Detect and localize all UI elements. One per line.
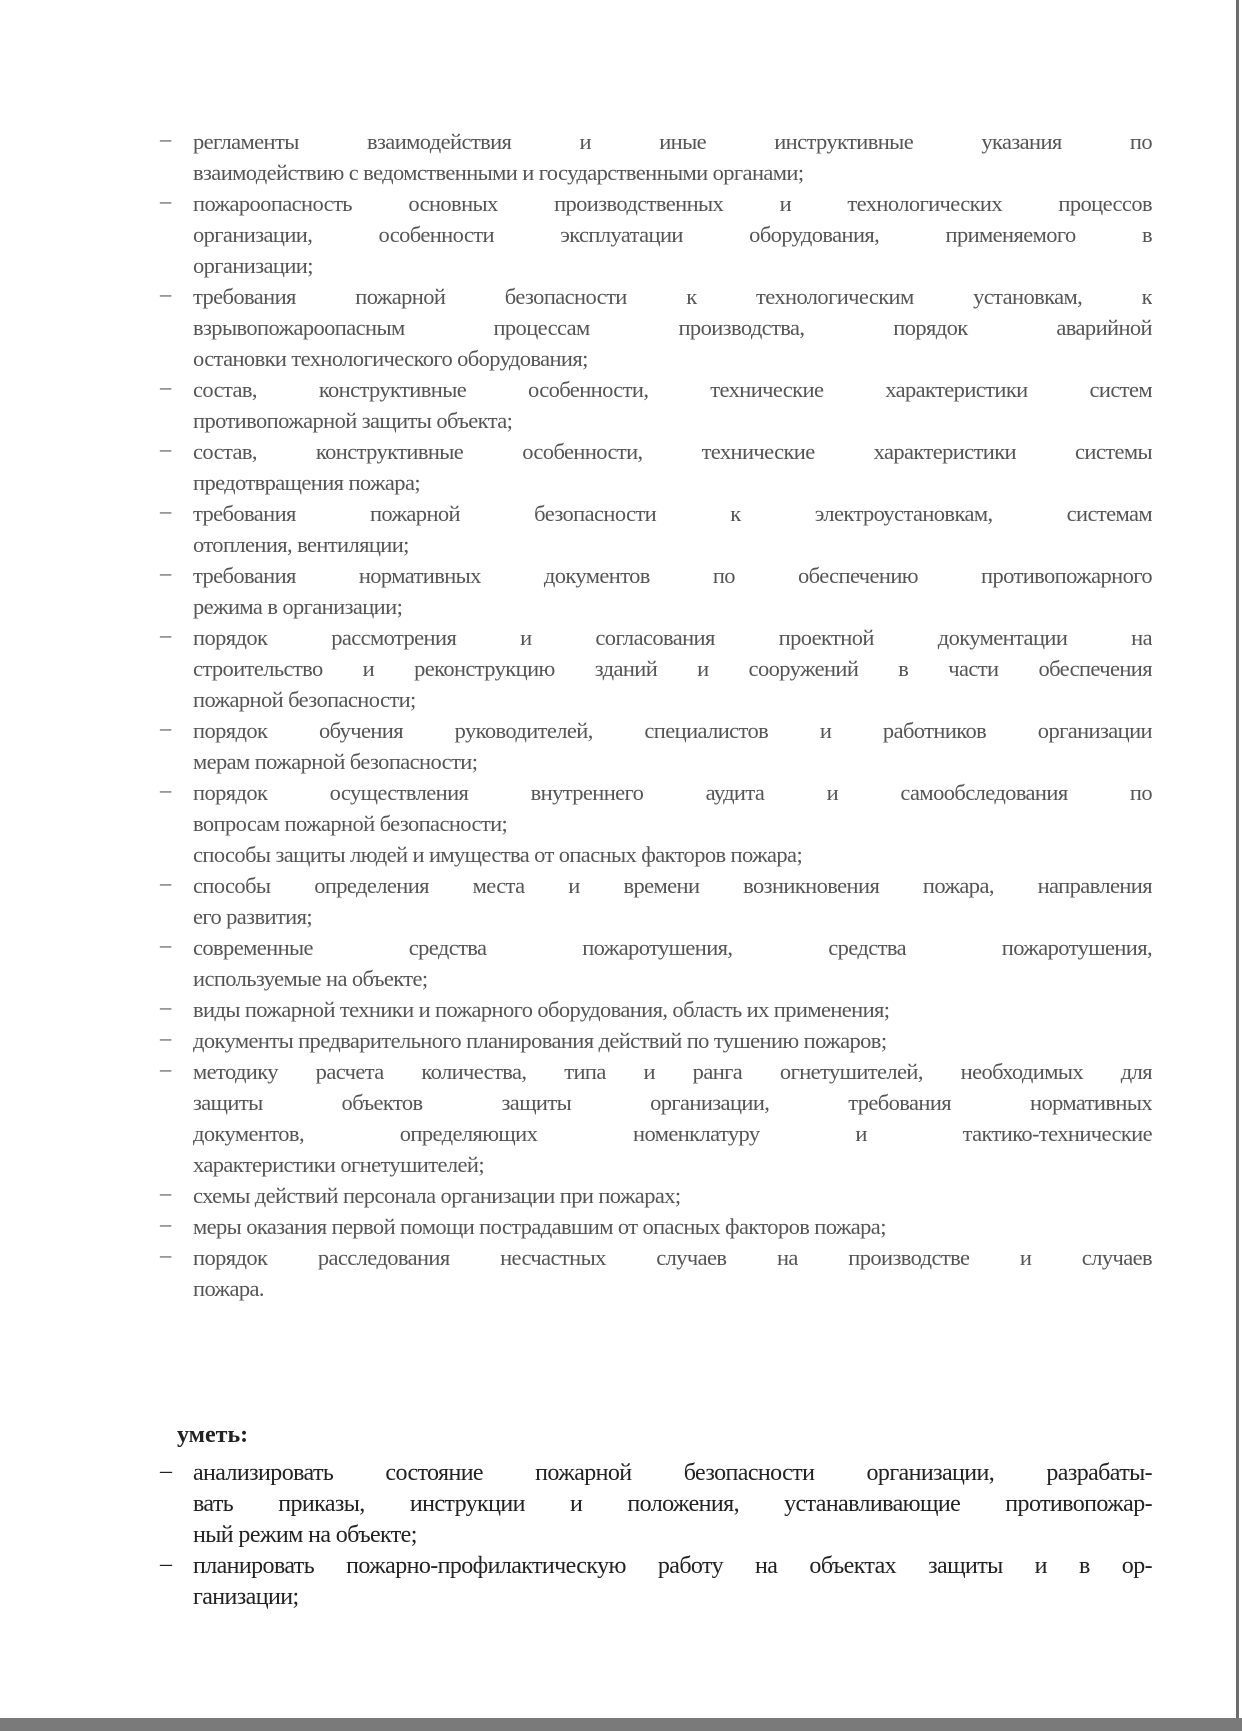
- list-item: [160, 1458, 1152, 1551]
- text-line: состав, конструктивные особенности, технические характеристики систем: [193, 377, 1152, 402]
- text-line: порядок рассмотрения и согласования проектной документации на: [193, 625, 1152, 650]
- list-item: [160, 1211, 1152, 1242]
- text-line: отопления, вентиляции;: [193, 532, 409, 557]
- text-line: мерам пожарной безопасности;: [193, 749, 478, 774]
- scan-right-edge: [1236, 0, 1239, 1718]
- list-item: [160, 622, 1152, 715]
- dash-bullet: –: [160, 1211, 171, 1236]
- text-line: виды пожарной техники и пожарного оборудования, область их применения;: [193, 997, 890, 1022]
- text-line: состав, конструктивные особенности, технические характеристики системы: [193, 439, 1152, 464]
- text-line: требования пожарной безопасности к технологическим установкам, к: [193, 284, 1152, 309]
- dash-bullet: –: [160, 498, 171, 523]
- text-line: характеристики огнетушителей;: [193, 1152, 484, 1177]
- text-line: предотвращения пожара;: [193, 470, 420, 495]
- list-item: [160, 1025, 1152, 1056]
- dash-bullet: –: [160, 715, 171, 740]
- text-line: регламенты взаимодействия и иные инструктивные указания по: [193, 129, 1152, 154]
- list-item: [160, 1551, 1152, 1613]
- dash-bullet: –: [160, 1025, 171, 1050]
- text-line: схемы действий персонала организации при пожарах;: [193, 1183, 681, 1208]
- list-item: [160, 281, 1152, 374]
- text-line: современные средства пожаротушения, средства пожаротушения,: [193, 935, 1152, 960]
- dash-bullet: –: [160, 777, 171, 802]
- text-line: строительство и реконструкцию зданий и сооружений в части обеспечения: [193, 656, 1152, 681]
- text-line: режима в организации;: [193, 594, 403, 619]
- text-line: вопросам пожарной безопасности;: [193, 811, 508, 836]
- text-line: способы определения места и времени возникновения пожара, направления: [193, 873, 1152, 898]
- text-line: документы предварительного планирования действий по тушению пожаров;: [193, 1028, 887, 1053]
- list-item: [160, 1242, 1152, 1304]
- text-line: порядок расследования несчастных случаев на производстве и случаев: [193, 1245, 1152, 1270]
- text-line: пожароопасность основных производственных и технологических процессов: [193, 191, 1152, 216]
- text-line: его развития;: [193, 904, 312, 929]
- text-line: ный режим на объекте;: [193, 1522, 417, 1548]
- scan-bottom-edge: [0, 1718, 1242, 1731]
- list-item: [160, 498, 1152, 560]
- text-line: требования нормативных документов по обеспечению противопожарного: [193, 563, 1152, 588]
- dash-bullet: –: [160, 126, 171, 151]
- list-item: [160, 126, 1152, 188]
- text-line: взаимодействию с ведомственными и государственными органами;: [193, 160, 804, 185]
- list-item: [160, 777, 1152, 839]
- dash-bullet: –: [160, 870, 171, 895]
- text-line: остановки технологического оборудования;: [193, 346, 588, 371]
- dash-bullet: –: [160, 622, 171, 647]
- text-line: противопожарной защиты объекта;: [193, 408, 513, 433]
- dash-bullet: –: [160, 436, 171, 461]
- list-item: [160, 1180, 1152, 1211]
- list-item: [160, 932, 1152, 994]
- list-item: [160, 1056, 1152, 1180]
- section-heading-can: уметь:: [177, 1422, 249, 1448]
- list-item: [160, 715, 1152, 777]
- list-item: [160, 374, 1152, 436]
- dash-bullet: –: [160, 1056, 171, 1081]
- list-item: [160, 188, 1152, 281]
- skills-list: [160, 1458, 1152, 1613]
- text-line: требования пожарной безопасности к электроустановкам, системам: [193, 501, 1152, 526]
- dash-bullet: –: [160, 281, 171, 306]
- text-line: меры оказания первой помощи пострадавшим от опасных факторов пожара;: [193, 1214, 886, 1239]
- text-line: защиты объектов защиты организации, требования нормативных: [193, 1090, 1152, 1115]
- dash-bullet: –: [160, 1551, 172, 1577]
- list-item: [160, 560, 1152, 622]
- text-line: организации;: [193, 253, 313, 278]
- dash-bullet: –: [160, 932, 171, 957]
- text-line: порядок обучения руководителей, специалистов и работников организации: [193, 718, 1152, 743]
- dash-bullet: –: [160, 1180, 171, 1205]
- dash-bullet: –: [160, 188, 171, 213]
- text-line: анализировать состояние пожарной безопасности организации, разрабаты-: [193, 1460, 1152, 1486]
- text-line: взрывопожароопасным процессам производства, порядок аварийной: [193, 315, 1152, 340]
- text-line: методику расчета количества, типа и ранга огнетушителей, необходимых для: [193, 1059, 1152, 1084]
- text-line: документов, определяющих номенклатуру и тактико-технические: [193, 1121, 1152, 1146]
- text-line: пожара.: [193, 1276, 264, 1301]
- knowledge-list: [160, 126, 1152, 1304]
- text-line: используемые на объекте;: [193, 966, 428, 991]
- list-item: [160, 839, 1152, 870]
- dash-bullet: –: [160, 1458, 172, 1484]
- text-line: способы защиты людей и имущества от опасных факторов пожара;: [193, 842, 803, 867]
- text-line: пожарной безопасности;: [193, 687, 416, 712]
- text-line: организации, особенности эксплуатации оборудования, применяемого в: [193, 222, 1152, 247]
- dash-bullet: –: [160, 1242, 171, 1267]
- text-line: ганизации;: [193, 1584, 299, 1610]
- dash-bullet: –: [160, 374, 171, 399]
- list-item: [160, 994, 1152, 1025]
- text-line: порядок осуществления внутреннего аудита и самообследования по: [193, 780, 1152, 805]
- text-line: планировать пожарно-профилактическую работу на объектах защиты и в ор-: [193, 1553, 1152, 1579]
- list-item: [160, 870, 1152, 932]
- text-line: вать приказы, инструкции и положения, устанавливающие противопожар-: [193, 1491, 1152, 1517]
- dash-bullet: –: [160, 994, 171, 1019]
- list-item: [160, 436, 1152, 498]
- dash-bullet: –: [160, 560, 171, 585]
